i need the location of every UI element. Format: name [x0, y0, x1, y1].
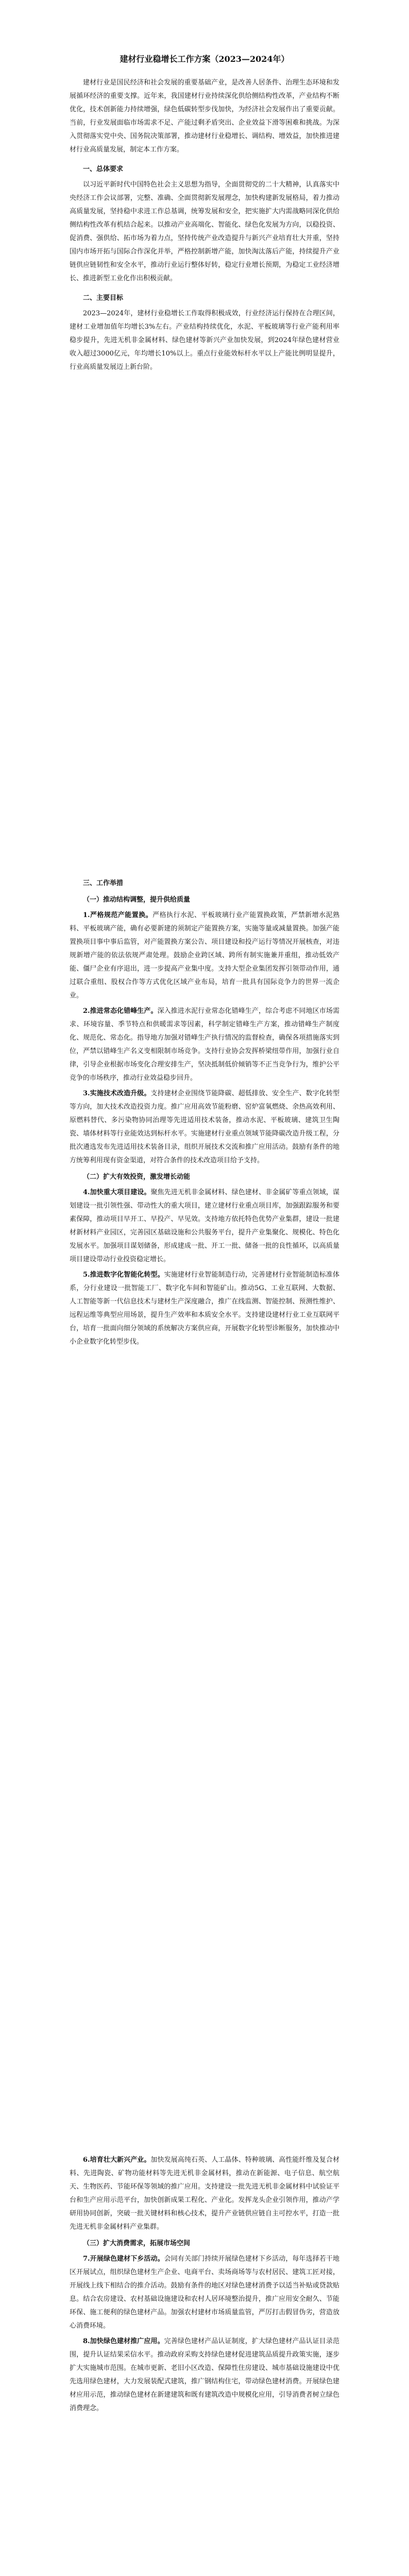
page-block-2 [70, 871, 339, 1351]
item-body: 实施建材行业智能制造行动，完善建材行业智能制造标准体系，分行业建设一批智能工厂、数字化车间和智能矿山。推动5G、工业互联网、大数据、人工智能等新一代信息技术与建材生产深度融合，推广在线监测、智能控制、预测性维护、远程运维等典型应用场景，提升生产效率和本质安全水平。支持建设建材行业工业互联网平台，培育一批面向细分领域的系统解决方案供应商，开展数字化转型诊断服务，加快推动中小企业数字化转型步伐。 [70, 1271, 339, 1346]
general-requirements-paragraph: 以习近平新时代中国特色社会主义思想为指导，全面贯彻党的二十大精神，认真落实中央经济工作会议部署，完整、准确、全面贯彻新发展理念，加快构建新发展格局，着力推动高质量发展，坚持稳中求进工作总基调，统筹发展和安全，把实施扩大内需战略同深化供给侧结构性改革有机结合起来。以推动产业高端化、智能化、绿色化发展为方向，以稳投资、促消费、强供给、拓市场为着力点，坚持传统产业改造提升与新兴产业培育壮大并重，坚持国内市场开拓与国际合作深化并举，严格控制新增产能，加快淘汰落后产能，持续提升产业链供应链韧性和安全水平，推动行业运行整体好转，稳定行业增长预期，为稳定工业经济增长、推进新型工业化作出积极贡献。 [70, 181, 339, 282]
item-body: 完善绿色建材产品认证制度，扩大绿色建材产品认证目录范围，提升认证结果采信水平。推动政府采购支持绿色建材促进建筑品质提升政策实施，逐步扩大实施城市范围。在城市更新、老旧小区改造、保障性住房建设、城市基础设施建设中优先选用绿色建材，大力发展装配式建筑，推广钢结构住宅，带动绿色建材消费。开展绿色建材应用示范，推动绿色建材在新建建筑和既有建筑改造中规模化应用，引导消费者树立绿色消费理念。 [70, 2337, 339, 2412]
document-title: 建材行业稳增长工作方案（2023—2024年） [120, 54, 289, 64]
page-block-1 [70, 52, 339, 376]
item-lead: 1.严格规范产能置换。 [83, 911, 153, 919]
item-lead: 7.开展绿色建材下乡活动。 [83, 2255, 164, 2263]
measure-item-3 [70, 1087, 339, 1167]
item-lead: 4.加快重大项目建设。 [83, 1189, 151, 1196]
measure-item-7 [70, 2252, 339, 2333]
group-heading-2: （二）扩大有效投资，激发增长动能 [83, 1173, 191, 1181]
item-lead: 3.实施技术改造升级。 [83, 1090, 151, 1097]
item-body: 严格执行水泥、平板玻璃行业产能置换政策，严禁新增水泥熟料、平板玻璃产能，确有必要新建的须制定产能置换方案，实施等量或减量置换。加强产能置换项目事中事后监管，对产能置换方案公告、项目建设和投产运行等情况开展核查，对违规新增产能的依法依规严肃处理。鼓励企业跨区域、跨所有制实施兼并重组，推动低效产能、僵尸企业有序退出，进一步提高产业集中度。支持大型企业集团发挥引领带动作用，通过联合重组、股权合作等方式优化区域产业布局，培育一批具有国际竞争力的世界一流企业。 [70, 911, 339, 999]
item-body: 支持建材企业围绕节能降碳、超低排放、安全生产、数字化转型等方向，加大技术改造投资力度。推广应用高效节能粉磨、窑炉富氧燃烧、余热高效利用、原燃料替代、多污染物协同治理等先进适用技术装备，推动水泥、平板玻璃、建筑卫生陶瓷、墙体材料等行业能效达到标杆水平。实施建材行业重点领域节能降碳改造升级工程，分批次遴选发布先进适用技术装备目录，组织开展技术交流和推广应用活动。鼓励有条件的地方统筹利用现有资金渠道，对符合条件的技术改造项目给予支持。 [70, 1090, 339, 1164]
group-heading-1: （一）推动结构调整，提升供给质量 [83, 896, 191, 904]
measure-item-5 [70, 1268, 339, 1349]
item-lead: 8.加快绿色建材推广应用。 [83, 2337, 164, 2345]
item-lead: 5.推进数字化智能化转型。 [83, 1271, 164, 1279]
section-heading-measures: 三、工作举措 [83, 879, 124, 887]
item-lead: 2.推进常态化错峰生产。 [83, 1007, 158, 1015]
measure-item-2 [70, 1005, 339, 1085]
item-body: 聚焦先进无机非金属材料、绿色建材、非金属矿等重点领域，谋划建设一批引领性强、带动性大的重大项目，建立建材行业重点项目库，加强跟踪服务和要素保障，推动项目早开工、早投产、早见效。支持地方依托特色优势产业集群，建设一批建材新材料产业园区，完善园区基础设施和公共服务平台，提升产业集聚化、规模化、特色化发展水平。加强项目谋划储备，形成建成一批、开工一批、储备一批的良性循环，以高质量项目建设带动行业投资稳定增长。 [70, 1189, 339, 1263]
item-body: 深入推进水泥行业常态化错峰生产，综合考虑不同地区市场需求、环境容量、季节特点和供暖需求等因素，科学制定错峰生产方案，推动错峰生产制度化、规范化、常态化。指导地方加强对错峰生产执行情况的监督检查，确保各项措施落实到位，严禁以错峰生产名义变相限制市场竞争。支持行业协会发挥桥梁纽带作用，加强行业自律，引导企业根据市场变化合理安排生产，坚决抵制低价倾销等不正当竞争行为，维护公平竞争的市场秩序，推动行业效益稳步回升。 [70, 1007, 339, 1082]
main-goals-paragraph: 2023—2024年，建材行业稳增长工作取得积极成效，行业经济运行保持在合理区间，建材工业增加值年均增长3%左右。产业结构持续优化，水泥、平板玻璃等行业产能利用率稳步提升，先进无机非金属材料、绿色建材等新兴产业加快发展，到2024年绿色建材营业收入超过3000亿元，年均增长10%以上。重点行业能效标杆水平以上产能比例明显提升，行业高质量发展迈上新台阶。 [70, 310, 339, 371]
measure-item-1 [70, 909, 339, 1003]
group-heading-3: （三）扩大消费需求，拓展市场空间 [83, 2240, 191, 2247]
page-block-3 [70, 2154, 339, 2417]
item-body: 会同有关部门持续开展绿色建材下乡活动，每年选择若干地区开展试点，组织绿色建材生产企业、电商平台、卖场商场等与农村居民、建筑工匠对接，开展线上线下相结合的推介活动。鼓励有条件的地区对绿色建材消费予以适当补贴或贷款贴息。结合农房建设、农村基础设施建设和农村人居环境整治提升，推广应用安全耐久、节能环保、施工便利的绿色建材产品。加强农村建材市场质量监管，严厉打击假冒伪劣，营造放心消费环境。 [70, 2255, 339, 2330]
measure-item-8 [70, 2335, 339, 2415]
intro-paragraph: 建材行业是国民经济和社会发展的重要基础产业，是改善人居条件、治理生态环境和发展循环经济的重要支撑。近年来，我国建材行业持续深化供给侧结构性改革，产业结构不断优化，技术创新能力持续增强，绿色低碳转型步伐加快，为经济社会发展作出了重要贡献。当前，行业发展面临市场需求不足、产能过剩矛盾突出、企业效益下滑等困难和挑战。为深入贯彻落实党中央、国务院决策部署，推动建材行业稳增长、调结构、增效益，加快推进建材行业高质量发展，制定本工作方案。 [70, 79, 339, 154]
item-lead: 6.培育壮大新兴产业。 [83, 2156, 151, 2164]
measure-item-6 [70, 2154, 339, 2234]
section-heading-goals: 二、主要目标 [83, 294, 124, 302]
section-heading-general: 一、总体要求 [83, 165, 124, 173]
measure-item-4 [70, 1186, 339, 1266]
item-body: 加快发展高纯石英、人工晶体、特种玻璃、高性能纤维及复合材料、先进陶瓷、矿物功能材料等先进无机非金属材料，推动在新能源、电子信息、航空航天、生物医药、节能环保等领域的推广应用。支持建设一批先进无机非金属材料中试验证平台和生产应用示范平台，加快创新成果工程化、产业化。发挥龙头企业引领作用，推动产学研用协同创新，突破一批关键材料和核心技术，提升产业链供应链自主可控水平，打造一批先进无机非金属材料产业集群。 [70, 2156, 339, 2231]
